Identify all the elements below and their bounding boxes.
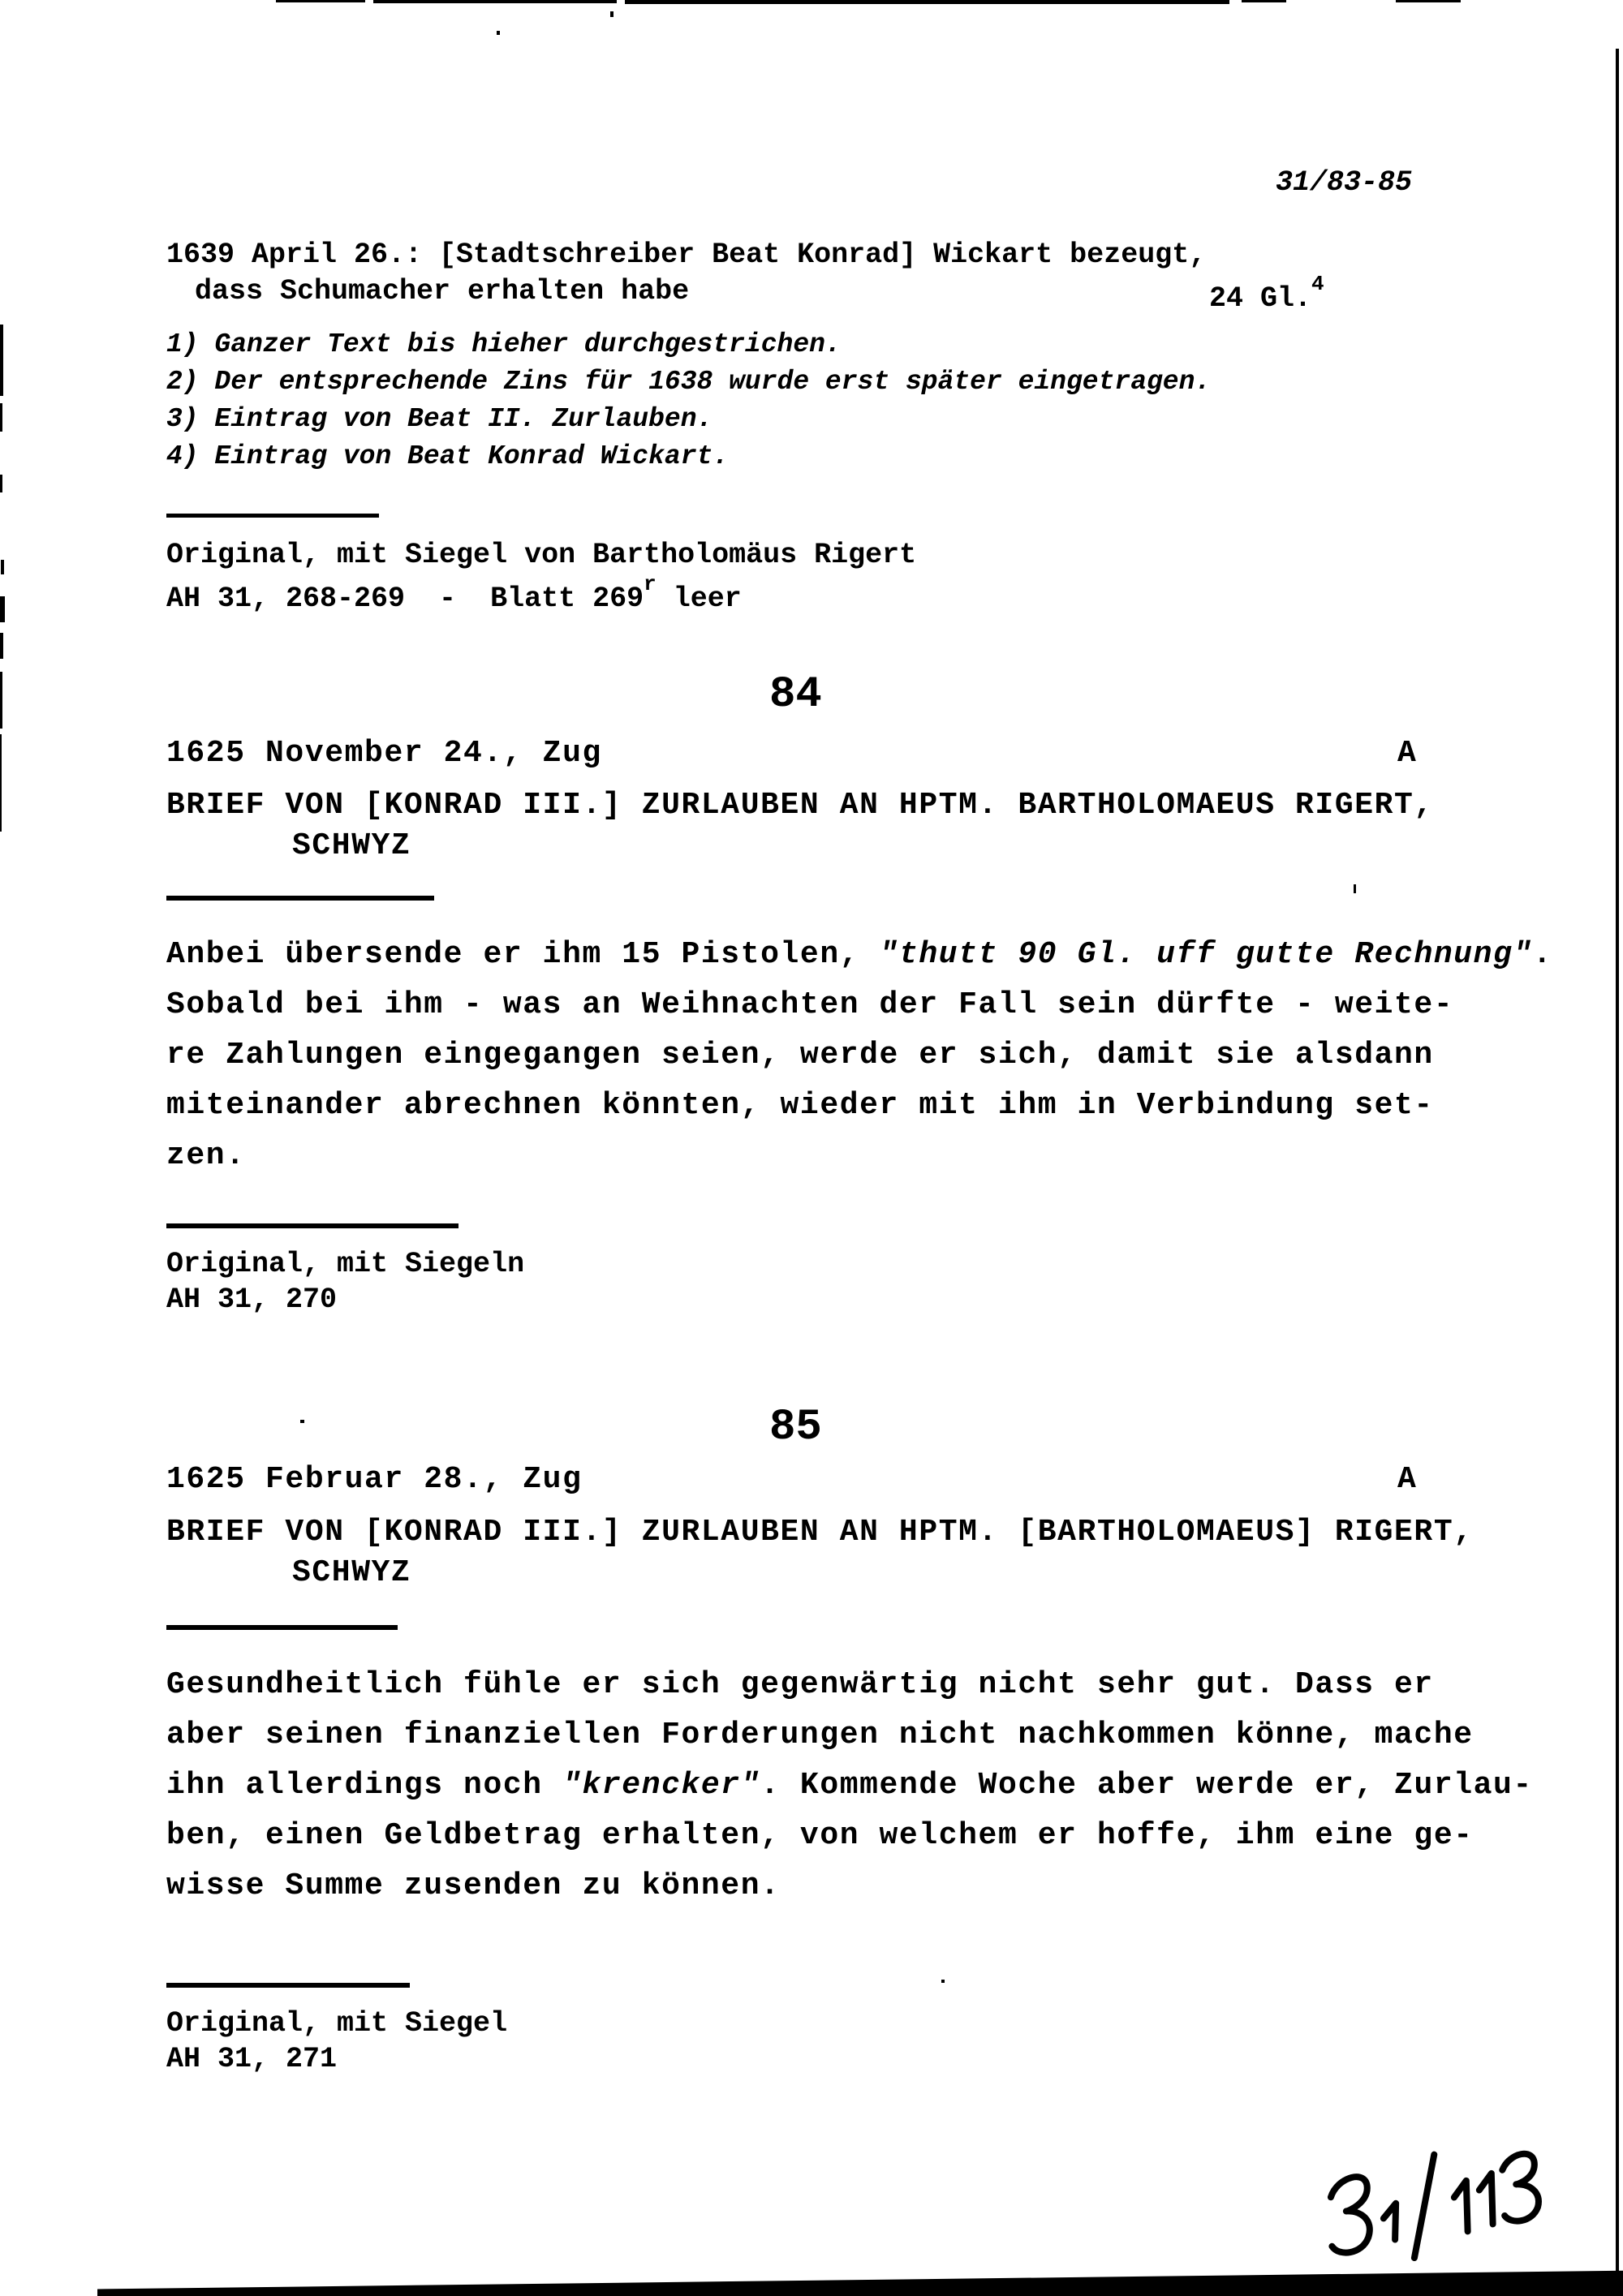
section-divider [166, 1223, 458, 1228]
footnote-line: 4) Eintrag von Beat Konrad Wickart. [166, 441, 730, 471]
entry-date: 1625 November 24., Zug [166, 736, 602, 771]
entry-body [166, 1660, 1533, 1911]
body-line [166, 1761, 1533, 1811]
section-divider [166, 514, 379, 518]
body-text: Anbei übersende er ihm 15 Pistolen, [166, 937, 880, 972]
scan-artifact-left-edge [0, 596, 5, 622]
scan-artifact-right-edge [1616, 49, 1619, 2296]
footnote-reference: 4 [1311, 272, 1324, 296]
section-divider [166, 1625, 398, 1630]
body-line [166, 1660, 1533, 1710]
scan-artifact-left-edge [0, 325, 3, 396]
entry-number: 84 [769, 670, 822, 720]
scan-artifact-left-edge [0, 734, 2, 832]
body-line [166, 980, 1552, 1030]
scan-artifact-speck [610, 11, 613, 17]
body-text: . Kommende Woche aber werde er, Zurlau- [760, 1768, 1533, 1803]
entry-title: BRIEF VON [KONRAD III.] ZURLAUBEN AN HPTM. BARTHOLOMAEUS RIGERT, [166, 788, 1434, 823]
amount-value [1209, 273, 1324, 317]
scan-artifact-left-edge [0, 672, 2, 729]
scan-artifact-left-edge [0, 475, 2, 492]
entry-title-location: SCHWYZ [292, 1555, 411, 1590]
entry-body [166, 930, 1552, 1181]
scan-artifact-top-edge [276, 0, 365, 2]
body-text: aber seinen finanziellen Forderungen nicht nachkommen könne, mache [166, 1718, 1474, 1752]
body-text: ben, einen Geldbetrag erhalten, von welchem er hoffe, ihm eine ge- [166, 1818, 1474, 1853]
entry-date-line: 1639 April 26.: [Stadtschreiber Beat Konrad] Wickart bezeugt, [166, 239, 1207, 271]
quoted-text: "krencker" [562, 1768, 761, 1803]
quoted-text: "thutt 90 Gl. uff gutte Rechnung" [879, 937, 1533, 972]
body-text: re Zahlungen eingegangen seien, werde er sich, damit sie alsdann [166, 1038, 1434, 1073]
scan-artifact-top-edge [1242, 0, 1286, 2]
scan-artifact-top-edge [373, 0, 617, 3]
scan-artifact-speck [497, 31, 500, 35]
source-line: AH 31, 270 [166, 1283, 338, 1316]
scan-artifact-speck [941, 1980, 945, 1983]
body-line [166, 1710, 1533, 1761]
source-line [166, 574, 742, 617]
body-line [166, 930, 1552, 980]
body-line [166, 1030, 1552, 1081]
source-line: Original, mit Siegeln [166, 1248, 525, 1280]
scan-artifact-top-edge [1396, 0, 1461, 2]
entry-title-location: SCHWYZ [292, 828, 411, 863]
footnote-line: 1) Ganzer Text bis hieher durchgestrichen. [166, 329, 842, 359]
body-text: miteinander abrechnen könnten, wieder mit ihm in Verbindung set- [166, 1088, 1434, 1123]
amount-text: 24 Gl. [1209, 282, 1312, 315]
footnote-line: 2) Der entsprechende Zins für 1638 wurde erst später eingetragen. [166, 367, 1212, 397]
entry-continuation-line: dass Schumacher erhalten habe [195, 275, 690, 307]
body-text: Sobald bei ihm - was an Weihnachten der Fall sein dürfte - weite- [166, 987, 1454, 1022]
section-divider [166, 1983, 410, 1988]
source-line: Original, mit Siegel [166, 2007, 508, 2040]
archive-marker: A [1397, 1462, 1418, 1497]
source-line: AH 31, 271 [166, 2043, 338, 2075]
scan-artifact-left-edge [0, 403, 2, 432]
entry-title: BRIEF VON [KONRAD III.] ZURLAUBEN AN HPTM. [BARTHOLOMAEUS] RIGERT, [166, 1515, 1474, 1550]
scan-artifact-speck [1354, 884, 1356, 893]
body-line [166, 1131, 1552, 1181]
body-text: wisse Summe zusenden zu können. [166, 1868, 781, 1903]
body-line [166, 1811, 1533, 1861]
folio-superscript: r [644, 572, 657, 596]
archive-marker: A [1397, 736, 1418, 771]
source-reference-tail: leer [656, 583, 742, 615]
entry-number: 85 [769, 1403, 822, 1452]
section-divider [166, 896, 434, 901]
handwritten-page-number [1303, 2131, 1569, 2279]
body-text: ihn allerdings noch [166, 1768, 563, 1803]
source-reference: AH 31, 268-269 - Blatt 269 [166, 583, 644, 615]
footnote-block [166, 326, 1211, 475]
page-reference: 31/83-85 [1276, 166, 1413, 199]
body-line [166, 1861, 1533, 1911]
body-text: . [1532, 937, 1553, 972]
scan-artifact-bottom-bar [97, 2268, 1623, 2296]
entry-date: 1625 Februar 28., Zug [166, 1462, 583, 1497]
body-line [166, 1081, 1552, 1131]
source-line: Original, mit Siegel von Bartholomäus Rigert [166, 539, 917, 571]
footnote-line: 3) Eintrag von Beat II. Zurlauben. [166, 404, 713, 434]
body-text: zen. [166, 1138, 246, 1173]
scan-artifact-speck [300, 1420, 304, 1423]
scan-artifact-left-edge [1, 560, 4, 574]
scan-artifact-left-edge [0, 633, 3, 659]
body-text: Gesundheitlich fühle er sich gegenwärtig nicht sehr gut. Dass er [166, 1667, 1434, 1702]
scan-artifact-top-edge [625, 0, 1229, 4]
